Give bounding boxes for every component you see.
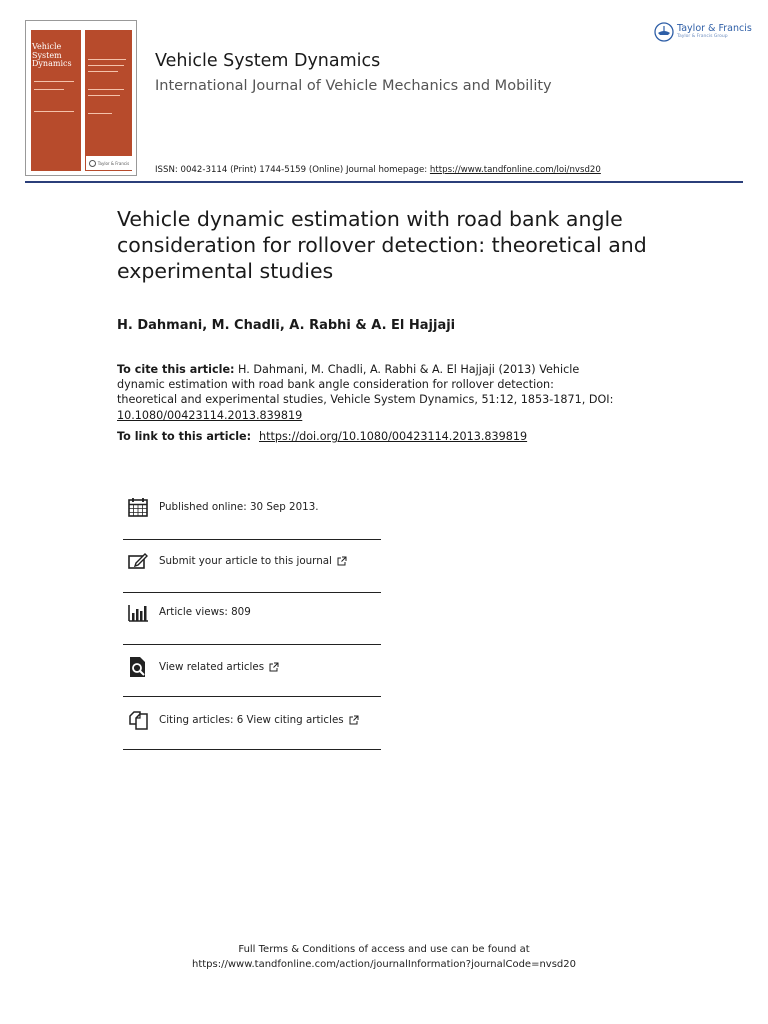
article-title: Vehicle dynamic estimation with road bank angle consideration for rollover detection: theoretical and experimental studies <box>117 207 647 283</box>
row-divider <box>123 539 381 540</box>
submit-article-label: Submit your article to this journal <box>159 555 332 567</box>
footer-terms-link[interactable]: https://www.tandfonline.com/action/journalInformation?journalCode=nvsd20 <box>192 959 576 970</box>
article-views-row <box>123 598 381 626</box>
taylor-francis-icon <box>654 22 674 42</box>
copy-documents-icon <box>127 709 149 731</box>
related-articles-link[interactable] <box>123 653 381 681</box>
bar-chart-icon <box>127 601 149 623</box>
publisher-logo[interactable] <box>654 22 752 42</box>
external-link-icon <box>349 715 359 725</box>
cover-rule <box>88 71 118 72</box>
cover-title: Vehicle System Dynamics <box>32 42 72 68</box>
citing-articles-label: Citing articles: 6 View citing articles <box>159 714 344 726</box>
article-doi-link[interactable]: https://doi.org/10.1080/00423114.2013.839819 <box>259 430 528 443</box>
row-divider <box>123 696 381 697</box>
issn-text: ISSN: 0042-3114 (Print) 1744-5159 (Online) Journal homepage: <box>155 165 430 175</box>
submit-article-link[interactable] <box>123 547 381 575</box>
row-divider <box>123 592 381 593</box>
journal-title: Vehicle System Dynamics <box>155 51 381 71</box>
cite-text: H. Dahmani, M. Chadli, A. Rabhi & A. El Hajjaji (2013) Vehicle dynamic estimation with road bank angle consideration for rollover detection: theoretical and experimental studies, Vehicle System Dynamics, 51:12, 1853-1871, DOI: <box>117 363 614 407</box>
cover-rule <box>34 81 74 82</box>
cover-rule <box>88 113 112 114</box>
journal-homepage-link[interactable]: https://www.tandfonline.com/loi/nvsd20 <box>429 165 601 175</box>
cover-rule <box>88 59 126 60</box>
cover-rule <box>34 89 64 90</box>
cover-rule <box>88 95 120 96</box>
footer-terms <box>0 942 768 972</box>
edit-icon <box>127 550 149 572</box>
cover-right-panel <box>85 26 132 171</box>
journal-cover <box>25 20 137 176</box>
cover-publisher-text: Taylor & Francis <box>97 160 130 166</box>
published-label: Published online: 30 Sep 2013. <box>159 501 319 513</box>
related-articles-label: View related articles <box>159 661 265 673</box>
link-label: To link to this article: <box>117 430 255 443</box>
journal-subtitle: International Journal of Vehicle Mechanics and Mobility <box>155 78 552 94</box>
cover-rule <box>88 65 124 66</box>
cover-rule <box>88 89 124 90</box>
cover-logo-icon <box>89 160 96 167</box>
cover-top-strip <box>26 21 136 30</box>
article-authors: H. Dahmani, M. Chadli, A. Rabhi & A. El Hajjaji <box>117 318 456 333</box>
publisher-name: Taylor & Francis <box>677 23 752 34</box>
row-divider <box>123 749 381 750</box>
citing-articles-link[interactable] <box>123 706 381 734</box>
cite-doi-link[interactable]: 10.1080/00423114.2013.839819 <box>117 408 303 422</box>
published-row <box>123 493 381 521</box>
calendar-icon <box>127 496 149 518</box>
external-link-icon <box>337 556 347 566</box>
article-views-label: Article views: 809 <box>159 606 251 618</box>
citation-block <box>117 362 617 423</box>
cover-rule <box>34 111 74 112</box>
search-document-icon <box>127 656 149 678</box>
cite-label: To cite this article: <box>117 363 235 376</box>
footer-line-1: Full Terms & Conditions of access and use can be found at <box>238 944 530 955</box>
issn-line <box>155 165 601 175</box>
external-link-icon <box>269 662 279 672</box>
row-divider <box>123 644 381 645</box>
header-divider <box>25 181 743 183</box>
article-link-line <box>117 430 527 443</box>
cover-publisher-mark <box>86 156 132 170</box>
publisher-subtitle: Taylor & Francis Group <box>677 34 728 39</box>
